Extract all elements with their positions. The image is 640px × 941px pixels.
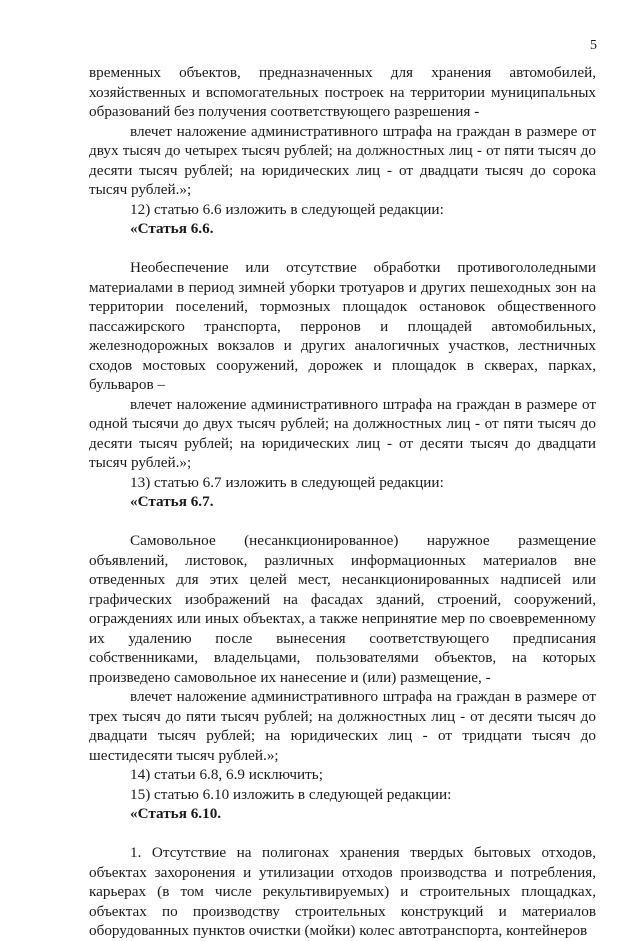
paragraph: временных объектов, предназначенных для хранения автомобилей, хозяйственных и вспомогательных построек на территории муниципальных образований без получения соответствующего разрешения -: [89, 64, 596, 120]
paragraph-gap: [89, 512, 596, 532]
article-heading: «Статья 6.7.: [130, 493, 214, 510]
paragraph: влечет наложение административного штрафа на граждан в размере от одной тысячи до двух тысяч рублей; на должностных лиц - от пяти тысяч до десяти тысяч рублей; на юридических лиц - от десяти тысяч до двадцати тысяч рублей.»;: [89, 395, 596, 471]
paragraph: 14) статьи 6.8, 6.9 исключить;: [130, 766, 323, 783]
paragraph-gap: [89, 239, 596, 259]
document-body: [89, 63, 596, 941]
paragraph: 1. Отсутствие на полигонах хранения твердых бытовых отходов, объектах захоронения и утилизации отходов производства и потребления, карьерах (в том числе рекультивируемых) и строительных площадках, объектах по производству строительных конструкций и материалов оборудованных пунктов очистки (мойки) колес автотранспорта, контейнеров: [89, 844, 596, 939]
article-heading: «Статья 6.6.: [130, 220, 214, 237]
paragraph: Самовольное (несанкционированное) наружное размещение объявлений, листовок, различных информационных материалов вне отведенных для этих целей мест, несанкционированных надписей или графических изображений на фасадах зданий, строений, сооружений, ограждениях или иных объектах, а также непринятие мер по своевременному их удалению после вынесения соответствующего предписания собственниками, владельцами, пользователями объектов, на которых произведено самовольное их нанесение и (или) размещение, -: [89, 532, 596, 686]
paragraph-gap: [89, 824, 596, 844]
paragraph: влечет наложение административного штрафа на граждан в размере от двух тысяч до четырех тысяч рублей; на должностных лиц - от пяти тысяч до десяти тысяч рублей; на юридических лиц - от двадцати тысяч до сорока тысяч рублей.»;: [89, 122, 596, 198]
page-number: 5: [590, 38, 597, 53]
paragraph: 15) статью 6.10 изложить в следующей редакции:: [130, 785, 452, 803]
article-heading: «Статья 6.10.: [130, 805, 222, 822]
paragraph: влечет наложение административного штрафа на граждан в размере от трех тысяч до пяти тысяч рублей; на должностных лиц - от десяти тысяч до двадцати тысяч рублей; на юридических лиц - от тридцати тысяч до шестидесяти тысяч рублей.»;: [89, 688, 596, 764]
paragraph: 13) статью 6.7 изложить в следующей редакции:: [130, 473, 444, 491]
paragraph: 12) статью 6.6 изложить в следующей редакции:: [130, 200, 444, 218]
paragraph: Необеспечение или отсутствие обработки противогололедными материалами в период зимней уборки тротуаров и других пешеходных зон на территории поселений, тормозных площадок остановок общественного пассажирского транспорта, перронов и площадей автомобильных, железнодорожных вокзалов и других аналогичных участков, лестничных сходов мостовых сооружений, дорожек и площадок в скверах, парках, бульваров –: [89, 259, 596, 393]
